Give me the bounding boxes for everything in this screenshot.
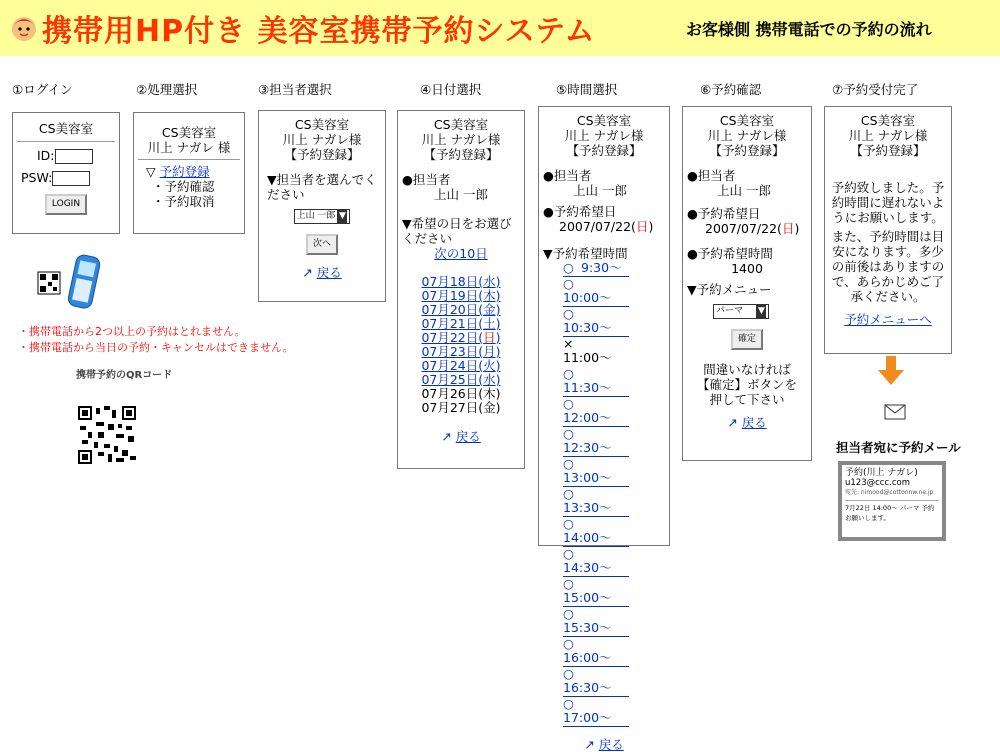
- user-name: 川上 ナガレ様: [282, 132, 362, 147]
- time-screen: [538, 106, 670, 752]
- time-slot[interactable]: ○15:30〜: [563, 607, 629, 637]
- confirm-link[interactable]: ・予約確認: [152, 179, 215, 194]
- mail-body: 7月22日 14:00〜 パーマ 予約お願いします。: [845, 504, 935, 522]
- mail-subject: 予約(川上 ナガレ): [845, 468, 918, 478]
- reserve-link[interactable]: 予約登録: [159, 164, 210, 179]
- page-title: 携帯用HP付き 美容室携帯予約システム: [42, 14, 596, 49]
- staff-label: ●担当者: [402, 172, 451, 187]
- date-option[interactable]: 07月21日(土): [421, 316, 501, 331]
- reserve-menu-link[interactable]: 予約メニューへ: [844, 312, 932, 327]
- complete-screen: [824, 106, 952, 354]
- date-option[interactable]: 07月23日(月): [421, 344, 501, 359]
- time-slot[interactable]: ○10:00〜: [563, 277, 629, 307]
- step-label-login: ①ログイン: [12, 82, 73, 97]
- warning-same-day: ・携帯電話から当日の予約・キャンセルはできません。: [18, 341, 294, 354]
- time-slot-list: [539, 261, 669, 727]
- psw-label: PSW:: [21, 170, 53, 185]
- staff-value: 上山 一郎: [573, 183, 627, 198]
- next-10-days-link[interactable]: 次の10日: [434, 246, 488, 261]
- menu-label: ▼予約メニュー: [687, 282, 772, 297]
- back-link[interactable]: 戻る: [598, 736, 624, 752]
- time-slot[interactable]: ○12:30〜: [563, 427, 629, 457]
- login-button[interactable]: LOGIN: [45, 194, 87, 215]
- shop-name: CS美容室: [860, 113, 916, 128]
- menu-marker: ▽: [146, 164, 156, 179]
- confirm-note: 間違いなければ【確定】ボタンを押して下さい: [696, 362, 797, 407]
- time-notice: また、予約時間は目安になります。多少の前後はありますので、あらかじめご了承ください。: [831, 229, 945, 304]
- menu-select-value: パーマ: [716, 306, 744, 316]
- mobile-phone-icon: [67, 254, 101, 310]
- staff-label: ●担当者: [687, 168, 736, 183]
- date-option[interactable]: 07月22日(日): [421, 330, 501, 345]
- staff-label: ●担当者: [543, 168, 592, 183]
- time-prompt: ▼予約希望時間: [543, 246, 628, 261]
- step-label-complete: ⑦予約受付完了: [832, 82, 919, 97]
- user-name: 川上 ナガレ様: [421, 132, 501, 147]
- id-input[interactable]: [55, 149, 93, 164]
- shop-name: CS美容室: [576, 113, 632, 128]
- time-slot[interactable]: ○14:00〜: [563, 517, 629, 547]
- page-subtitle: お客様側 携帯電話での予約の流れ: [686, 20, 932, 39]
- time-slot[interactable]: ○16:00〜: [563, 637, 629, 667]
- mode-label: 【予約登録】: [566, 143, 642, 158]
- date-label: ●予約希望日: [687, 206, 761, 221]
- date-value: 2007/07/22(日): [705, 221, 800, 236]
- mail-to: 宛先: nimood@cottonnw.ne.jp: [845, 489, 934, 496]
- mode-label: 【予約登録】: [709, 143, 785, 158]
- mode-label: 【予約登録】: [284, 147, 360, 162]
- date-prompt: ▼希望の日をお選びください: [402, 216, 512, 246]
- shop-name: CS美容室: [294, 117, 350, 132]
- qr-icon: [38, 272, 60, 294]
- time-slot[interactable]: ○ 9:30〜: [563, 261, 629, 277]
- date-option: 07月27日(金): [421, 400, 501, 415]
- date-option: 07月26日(木): [421, 386, 501, 401]
- step-label-time: ⑤時間選択: [556, 82, 618, 97]
- mail-caption: 担当者宛に予約メール: [836, 440, 961, 455]
- envelope-icon: [884, 404, 906, 420]
- user-name: 川上 ナガレ様: [564, 128, 644, 143]
- date-option[interactable]: 07月19日(木): [421, 288, 501, 303]
- step-label-date: ④日付選択: [420, 82, 482, 97]
- shop-name: CS美容室: [161, 125, 217, 140]
- time-slot[interactable]: ○16:30〜: [563, 667, 629, 697]
- down-arrow-icon: [876, 356, 906, 386]
- time-slot: ×11:00〜: [563, 335, 612, 365]
- time-slot[interactable]: ○10:30〜: [563, 307, 629, 337]
- confirm-screen: [682, 106, 812, 461]
- shop-name: CS美容室: [719, 113, 775, 128]
- staff-value: 上山 一郎: [434, 187, 488, 202]
- staff-prompt: ▼担当者を選んでください: [267, 172, 377, 202]
- staff-select-value: 上山 一郎: [296, 211, 336, 221]
- title-banner: [0, 0, 1000, 56]
- time-slot[interactable]: ○17:00〜: [563, 697, 629, 727]
- back-arrow-icon: ↗: [727, 415, 738, 430]
- next-button[interactable]: 次へ: [306, 234, 338, 255]
- mail-preview: [838, 461, 946, 541]
- step-label-confirm: ⑥予約確認: [700, 82, 762, 97]
- staff-value: 上山 一郎: [717, 183, 771, 198]
- time-slot[interactable]: ○13:00〜: [563, 457, 629, 487]
- face-icon: [10, 14, 38, 42]
- user-name: 川上 ナガレ様: [707, 128, 787, 143]
- back-arrow-icon: ↗: [584, 736, 595, 752]
- time-slot[interactable]: ○15:00〜: [563, 577, 629, 607]
- mode-label: 【予約登録】: [423, 147, 499, 162]
- menu-select[interactable]: [713, 304, 769, 319]
- date-screen: [397, 110, 525, 469]
- shop-name: CS美容室: [38, 121, 94, 136]
- psw-input[interactable]: [52, 171, 90, 186]
- date-option[interactable]: 07月20日(金): [421, 302, 501, 317]
- process-screen: [133, 112, 245, 234]
- login-screen: [12, 112, 120, 234]
- back-arrow-icon: ↗: [302, 265, 313, 280]
- back-link[interactable]: 戻る: [741, 415, 767, 430]
- back-arrow-icon: ↗: [441, 429, 452, 444]
- id-label: ID:: [37, 148, 55, 163]
- shop-name: CS美容室: [433, 117, 489, 132]
- staff-screen: [258, 110, 386, 302]
- phone-qr-illustration: [36, 254, 108, 312]
- qr-code-icon: [78, 406, 136, 464]
- date-value: 2007/07/22(日): [559, 219, 654, 234]
- date-option[interactable]: 07月18日(水): [421, 274, 501, 289]
- step-label-process: ②処理選択: [136, 82, 198, 97]
- mode-label: 【予約登録】: [850, 143, 926, 158]
- confirm-button[interactable]: 確定: [731, 329, 763, 350]
- date-list: [398, 275, 524, 415]
- complete-message: 予約致しました。予約時間に遅れないようにお願いします。: [831, 180, 945, 225]
- chevron-down-icon: ▼: [758, 306, 765, 316]
- chevron-down-icon: ▼: [338, 211, 346, 221]
- time-slot[interactable]: ○13:30〜: [563, 487, 629, 517]
- back-link[interactable]: 戻る: [316, 265, 342, 280]
- mail-from: u123@ccc.com: [845, 478, 910, 488]
- time-slot[interactable]: ○14:30〜: [563, 547, 629, 577]
- qr-caption: 携帯予約のQRコード: [76, 370, 173, 381]
- time-slot[interactable]: ○11:30〜: [563, 367, 629, 397]
- date-option[interactable]: 07月25日(水): [421, 372, 501, 387]
- user-name: 川上 ナガレ 様: [147, 140, 231, 155]
- date-label: ●予約希望日: [543, 204, 617, 219]
- back-link[interactable]: 戻る: [455, 429, 481, 444]
- time-slot[interactable]: ○12:00〜: [563, 397, 629, 427]
- staff-select[interactable]: [294, 209, 351, 224]
- user-name: 川上 ナガレ様: [848, 128, 928, 143]
- cancel-link[interactable]: ・予約取消: [152, 194, 215, 209]
- step-label-staff: ③担当者選択: [258, 82, 332, 97]
- warning-two-reservations: ・携帯電話から2つ以上の予約はとれません。: [18, 325, 246, 338]
- time-label: ●予約希望時間: [687, 246, 773, 261]
- time-value: 1400: [731, 261, 763, 276]
- date-option[interactable]: 07月24日(火): [421, 358, 501, 373]
